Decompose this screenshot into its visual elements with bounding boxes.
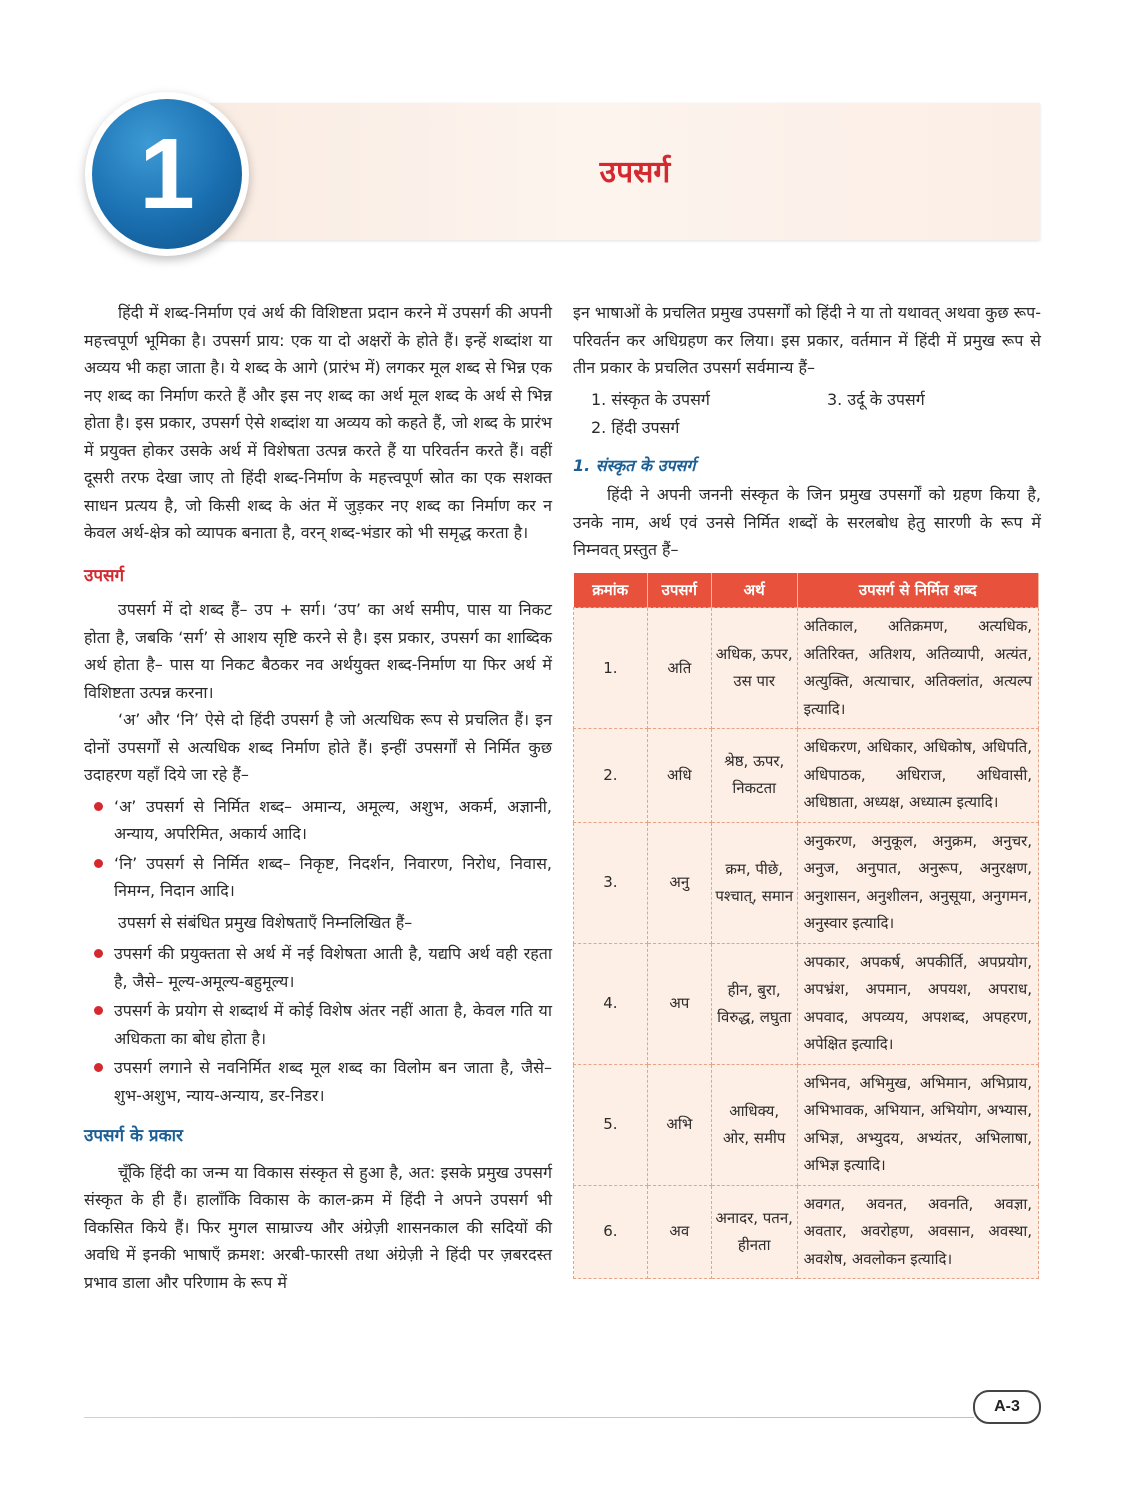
- left-column: [84, 299, 552, 1296]
- types-list: [591, 386, 1041, 442]
- list-item-text: ‘अ’ उपसर्ग से निर्मित शब्द– अमान्य, अमूल्य, अशुभ, अकर्म, अज्ञानी, अन्याय, अपरिमित, अकार्य आदि।: [114, 796, 552, 843]
- bullet-icon: [94, 802, 103, 811]
- prefix-cell: अधि: [647, 729, 711, 823]
- column-header: उपसर्ग से निर्मित शब्द: [797, 573, 1038, 608]
- column-header: उपसर्ग: [647, 573, 711, 608]
- words-cell: अपकार, अपकर्ष, अपकीर्ति, अपप्रयोग, अपभ्रंश, अपमान, अपयश, अपराध, अपवाद, अपव्यय, अपशब्द, अपहरण, अपेक्षित इत्यादि।: [797, 943, 1038, 1064]
- list-item: [84, 1054, 552, 1109]
- prefix-table-wrap: [573, 573, 1039, 1279]
- bullet-icon: [94, 1006, 103, 1015]
- serial-cell: 3.: [574, 822, 648, 943]
- intro-paragraph: हिंदी में शब्द-निर्माण एवं अर्थ की विशिष्टता प्रदान करने में उपसर्ग की अपनी महत्त्वपूर्ण भूमिका है। उपसर्ग प्राय: एक या दो अक्षरों के होते हैं। इन्हें शब्दांश या अव्यय भी कहा जाता है। ये शब्द के आगे (प्रारंभ में) लगकर मूल शब्द से भिन्न एक नए शब्द का निर्माण करते हैं और इस नए शब्द का अर्थ मूल शब्द के अर्थ से भिन्न होता है। इस प्रकार, उपसर्ग ऐसे शब्दांश या अव्यय को कहते हैं, जो शब्द के प्रारंभ में प्रयुक्त होकर उसके अर्थ में विशेषता उत्पन्न करते हैं या परिवर्तन करते हैं। वहीं दूसरी तरफ देखा जाए तो हिंदी शब्द-निर्माण के महत्त्वपूर्ण स्रोत का एक सशक्त साधन प्रत्यय है, जो किसी शब्द के अंत में जुड़कर नए शब्द का निर्माण कर न केवल अर्थ-क्षेत्र को व्यापक बनाता है, वरन् शब्द-भंडार को भी समृद्ध करता है।: [84, 303, 552, 542]
- column-header: अर्थ: [711, 573, 797, 608]
- page-number: A-3: [973, 1390, 1041, 1424]
- list-item: 3. उर्दू के उपसर्ग: [827, 389, 925, 409]
- table-row: [574, 729, 1039, 823]
- paragraph: इन भाषाओं के प्रचलित प्रमुख उपसर्गों को हिंदी ने या तो यथावत् अथवा कुछ रूप-परिवर्तन कर अधिग्रहण कर लिया। इस प्रकार, वर्तमान में हिंदी में प्रमुख रूप से तीन प्रकार के प्रचलित उपसर्ग सर्वमान्य हैं–: [573, 303, 1041, 377]
- table-row: [574, 943, 1039, 1064]
- paragraph: उपसर्ग में दो शब्द हैं– उप + सर्ग। ‘उप’ का अर्थ समीप, पास या निकट होता है, जबकि ‘सर्ग’ से आशय सृष्टि करने से है। इस प्रकार, उपसर्ग का शाब्दिक अर्थ होता है– पास या निकट बैठकर नव अर्थयुक्त शब्द-निर्माण या फिर अर्थ में विशिष्टता उत्पन्न करना।: [84, 600, 552, 702]
- prefix-cell: अव: [647, 1185, 711, 1279]
- prefix-cell: अभि: [647, 1064, 711, 1185]
- right-column: [573, 299, 1041, 564]
- bullet-icon: [94, 859, 103, 868]
- list-item: [84, 793, 552, 848]
- meaning-cell: हीन, बुरा, विरुद्ध, लघुता: [711, 943, 797, 1064]
- prefix-table: [573, 573, 1039, 1279]
- list-item-text: ‘नि’ उपसर्ग से निर्मित शब्द– निकृष्ट, निदर्शन, निवारण, निरोध, निवास, निमग्न, निदान आदि।: [114, 853, 552, 900]
- words-cell: अवगत, अवनत, अवनति, अवज्ञा, अवतार, अवरोहण, अवसान, अवस्था, अवशेष, अवलोकन इत्यादि।: [797, 1185, 1038, 1279]
- paragraph: हिंदी ने अपनी जननी संस्कृत के जिन प्रमुख उपसर्गों को ग्रहण किया है, उनके नाम, अर्थ एवं उनसे निर्मित शब्दों के सरलबोध हेतु सारणी के रूप में निम्नवत् प्रस्तुत हैं–: [573, 485, 1041, 559]
- chapter-title: उपसर्ग: [599, 155, 671, 190]
- features-list: [84, 940, 552, 1109]
- meaning-cell: अधिक, ऊपर, उस पार: [711, 608, 797, 729]
- serial-cell: 6.: [574, 1185, 648, 1279]
- list-item: 2. हिंदी उपसर्ग: [591, 417, 680, 437]
- words-cell: अनुकरण, अनुकूल, अनुक्रम, अनुचर, अनुज, अनुपात, अनुरूप, अनुरक्षण, अनुशासन, अनुशीलन, अनुसूया, अनुगमन, अनुस्वार इत्यादि।: [797, 822, 1038, 943]
- list-item-text: उपसर्ग लगाने से नवनिर्मित शब्द मूल शब्द का विलोम बन जाता है, जैसे– शुभ-अशुभ, न्याय-अन्याय, डर-निडर।: [114, 1058, 552, 1105]
- paragraph: ‘अ’ और ‘नि’ ऐसे दो हिंदी उपसर्ग है जो अत्यधिक रूप से प्रचलित हैं। इन दोनों उपसर्गों से अत्यधिक शब्द निर्माण होते हैं। इन्हीं उपसर्गों से निर्मित कुछ उदाहरण यहाँ दिये जा रहे हैं–: [84, 710, 552, 784]
- list-item-text: उपसर्ग की प्रयुक्तता से अर्थ में नई विशेषता आती है, यद्यपि अर्थ वही रहता है, जैसे– मूल्य-अमूल्य-बहुमूल्य।: [114, 944, 552, 991]
- table-header-row: [574, 573, 1039, 608]
- meaning-cell: श्रेष्ठ, ऊपर, निकटता: [711, 729, 797, 823]
- meaning-cell: क्रम, पीछे, पश्चात्, समान: [711, 822, 797, 943]
- prefix-cell: अप: [647, 943, 711, 1064]
- list-item-text: उपसर्ग के प्रयोग से शब्दार्थ में कोई विशेष अंतर नहीं आता है, केवल गति या अधिकता का बोध होता है।: [114, 1001, 552, 1048]
- meaning-cell: आधिक्य, ओर, समीप: [711, 1064, 797, 1185]
- section-heading-types: उपसर्ग के प्रकार: [84, 1126, 184, 1146]
- words-cell: अधिकरण, अधिकार, अधिकोष, अधिपति, अधिपाठक, अधिराज, अधिवासी, अधिष्ठाता, अध्यक्ष, अध्यात्म इत्यादि।: [797, 729, 1038, 823]
- serial-cell: 2.: [574, 729, 648, 823]
- table-row: [574, 608, 1039, 729]
- words-cell: अभिनव, अभिमुख, अभिमान, अभिप्राय, अभिभावक, अभियान, अभियोग, अभ्यास, अभिज्ञ, अभ्युदय, अभ्यंतर, अभिलाषा, अभिज्ञ इत्यादि।: [797, 1064, 1038, 1185]
- footer-divider: [84, 1417, 974, 1418]
- serial-cell: 1.: [574, 608, 648, 729]
- example-list: [84, 793, 552, 905]
- section-heading-upsarg: उपसर्ग: [84, 565, 125, 586]
- bullet-icon: [94, 1063, 103, 1072]
- chapter-number: 1: [92, 99, 242, 249]
- list-item: 1. संस्कृत के उपसर्ग: [591, 389, 710, 409]
- prefix-cell: अनु: [647, 822, 711, 943]
- table-row: [574, 1064, 1039, 1185]
- serial-cell: 4.: [574, 943, 648, 1064]
- column-header: क्रमांक: [574, 573, 648, 608]
- words-cell: अतिकाल, अतिक्रमण, अत्यधिक, अतिरिक्त, अतिशय, अतिव्यापी, अत्यंत, अत्युक्ति, अत्याचार, अतिक्लांत, अत्यल्प इत्यादि।: [797, 608, 1038, 729]
- table-row: [574, 1185, 1039, 1279]
- bullet-icon: [94, 949, 103, 958]
- prefix-cell: अति: [647, 608, 711, 729]
- paragraph: चूँकि हिंदी का जन्म या विकास संस्कृत से हुआ है, अत: इसके प्रमुख उपसर्ग संस्कृत के ही हैं। हालाँकि विकास के काल-क्रम में हिंदी ने अपने उपसर्ग भी विकसित किये हैं। फिर मुगल साम्राज्य और अंग्रेज़ी शासनकाल की सदियों की अवधि में इनकी भाषाएँ क्रमश: अरबी-फारसी तथा अंग्रेज़ी ने हिंदी पर ज़बरदस्त प्रभाव डाला और परिणाम के रूप में: [84, 1162, 552, 1292]
- serial-cell: 5.: [574, 1064, 648, 1185]
- list-item: [84, 850, 552, 905]
- meaning-cell: अनादर, पतन, हीनता: [711, 1185, 797, 1279]
- list-item: [84, 940, 552, 995]
- list-item: [84, 997, 552, 1052]
- paragraph: उपसर्ग से संबंधित प्रमुख विशेषताएँ निम्नलिखित हैं–: [118, 912, 413, 932]
- subsection-heading: 1. संस्कृत के उपसर्ग: [573, 455, 696, 475]
- table-row: [574, 822, 1039, 943]
